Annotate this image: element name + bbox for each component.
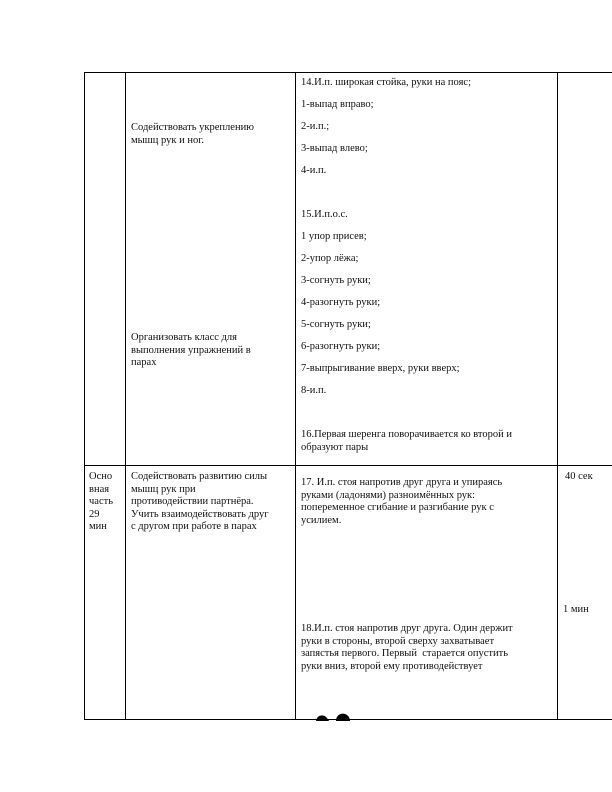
- exercise-line: 2-упор лёжа;: [301, 253, 359, 264]
- goal-strengthen-muscles: Содействовать укреплению мышц рук и ног.: [131, 122, 255, 146]
- exercise-17: 17. И.п. стоя напротив друг друга и упираясь руками (ладонями) разноимённых рук: попеременное сгибание и разгибание рук с усилием.: [301, 477, 503, 526]
- duration-exercise-18: 1 мин: [563, 604, 589, 615]
- exercise-line: 2-и.п.;: [301, 121, 330, 132]
- exercise-line: 6-разогнуть руки;: [301, 341, 381, 352]
- goal-organize-pairs: Организовать класс для выполнения упражнений в парах: [131, 332, 251, 369]
- exercise-18: 18.И.п. стоя напротив друг друга. Один держит руки в стороны, второй сверху захватывает запястья первого. Первый старается опустить руки вниз, второй ему противодействует: [301, 623, 513, 672]
- exercise-line: 4-и.п.: [301, 165, 327, 176]
- exercise-line: 8-и.п.: [301, 385, 327, 396]
- exercise-line: 3-согнуть руки;: [301, 275, 371, 286]
- exercise-line: 1 упор присев;: [301, 231, 367, 242]
- table-top-border: [84, 72, 612, 73]
- exercise-line: 14.И.п. широкая стойка, руки на пояс;: [301, 77, 471, 88]
- duration-exercise-17: 40 сек: [565, 471, 593, 482]
- exercise-16: 16.Первая шеренга поворачивается ко второй и образуют пары: [301, 429, 512, 453]
- exercise-line: 1-выпад вправо;: [301, 99, 374, 110]
- exercise-line: 15.И.п.о.с.: [301, 209, 348, 220]
- exercise-line: 7-выпрыгивание вверх, руки вверх;: [301, 363, 460, 374]
- table-left-border: [84, 72, 85, 720]
- image-fragment: [314, 711, 352, 721]
- column-divider-3: [557, 72, 558, 720]
- exercise-line: 3-выпад влево;: [301, 143, 368, 154]
- column-divider-2: [295, 72, 296, 720]
- row-divider: [84, 465, 612, 466]
- goal-arm-strength: Содействовать развитию силы мышц рук при противодействии партнёра. Учить взаимодействовать друг с другом при работе в парах: [131, 471, 269, 533]
- column-divider-1: [125, 72, 126, 720]
- part-label: Осно вная часть 29 мин: [89, 471, 113, 533]
- exercise-line: 5-согнуть руки;: [301, 319, 371, 330]
- exercise-line: 4-разогнуть руки;: [301, 297, 381, 308]
